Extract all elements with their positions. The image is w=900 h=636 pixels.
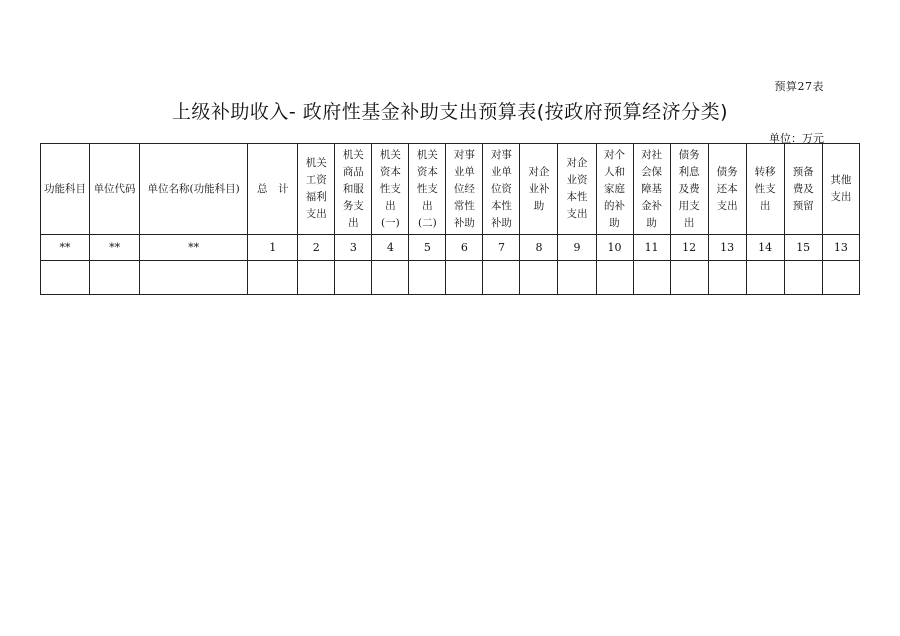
code-cell: 7 (483, 235, 520, 261)
header-function-subject: 功能科目 (41, 144, 90, 235)
data-cell (746, 261, 784, 295)
header-institution-capital: 对事业单位资本性补助 (483, 144, 520, 235)
data-cell (784, 261, 822, 295)
header-household-subsidy: 对个人和家庭的补助 (596, 144, 633, 235)
data-cell (520, 261, 558, 295)
code-cell: 6 (446, 235, 483, 261)
code-cell: 8 (520, 235, 558, 261)
header-total: 总 计 (248, 144, 298, 235)
code-cell: 14 (746, 235, 784, 261)
data-cell (708, 261, 746, 295)
code-cell: ** (90, 235, 140, 261)
code-cell: 13 (822, 235, 859, 261)
data-cell (483, 261, 520, 295)
form-number: 预算27表 (774, 80, 824, 93)
budget-table (40, 143, 860, 295)
code-row (41, 235, 860, 261)
data-cell (140, 261, 248, 295)
header-reserve: 预备费及预留 (784, 144, 822, 235)
header-capital-2: 机关资本性支出(二) (409, 144, 446, 235)
header-social-security: 对社会保障基金补助 (633, 144, 670, 235)
code-cell: 5 (409, 235, 446, 261)
header-enterprise-capital: 对企业资本性支出 (558, 144, 596, 235)
header-transfer: 转移性支出 (746, 144, 784, 235)
code-cell: 2 (298, 235, 335, 261)
data-cell (633, 261, 670, 295)
code-cell: 10 (596, 235, 633, 261)
header-debt-interest: 债务利息及费用支出 (670, 144, 708, 235)
code-cell: ** (41, 235, 90, 261)
data-cell (596, 261, 633, 295)
code-cell: 11 (633, 235, 670, 261)
code-cell: 15 (784, 235, 822, 261)
code-cell: ** (140, 235, 248, 261)
code-cell: 12 (670, 235, 708, 261)
header-goods-services: 机关商品和服务支出 (335, 144, 372, 235)
empty-data-row (41, 261, 860, 295)
header-other: 其他支出 (822, 144, 859, 235)
header-debt-principal: 债务还本支出 (708, 144, 746, 235)
header-enterprise-subsidy: 对企业补助 (520, 144, 558, 235)
data-cell (670, 261, 708, 295)
header-institution-recurrent: 对事业单位经常性补助 (446, 144, 483, 235)
data-cell (372, 261, 409, 295)
data-cell (41, 261, 90, 295)
data-cell (90, 261, 140, 295)
data-cell (298, 261, 335, 295)
header-unit-code: 单位代码 (90, 144, 140, 235)
code-cell: 1 (248, 235, 298, 261)
data-cell (335, 261, 372, 295)
page-title: 上级补助收入- 政府性基金补助支出预算表(按政府预算经济分类) (171, 101, 729, 123)
data-cell (248, 261, 298, 295)
code-cell: 9 (558, 235, 596, 261)
header-unit-name: 单位名称(功能科目) (140, 144, 248, 235)
code-cell: 4 (372, 235, 409, 261)
header-capital-1: 机关资本性支出(一) (372, 144, 409, 235)
unit-label: 单位：万元 (769, 132, 824, 145)
data-cell (409, 261, 446, 295)
code-cell: 13 (708, 235, 746, 261)
header-salary-welfare: 机关工资福利支出 (298, 144, 335, 235)
data-cell (822, 261, 859, 295)
data-cell (446, 261, 483, 295)
data-cell (558, 261, 596, 295)
header-row (41, 144, 860, 235)
code-cell: 3 (335, 235, 372, 261)
